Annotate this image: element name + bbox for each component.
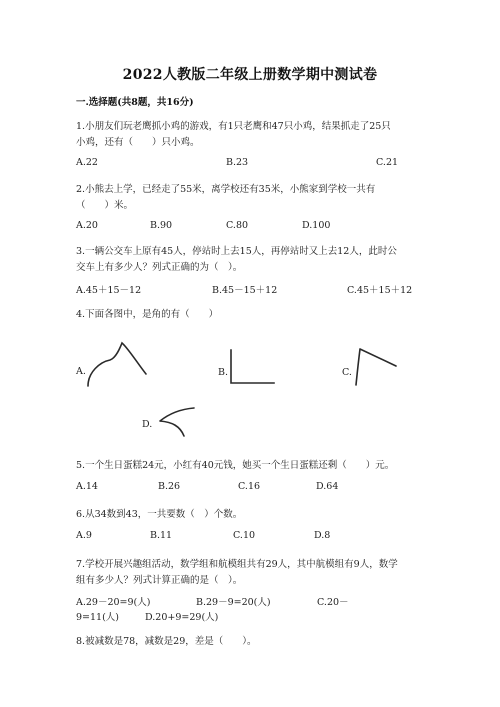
question-6-line-1: 6.从34数到43，一共要数（ ）个数。 — [76, 509, 243, 520]
question-4-figure-c[interactable] — [342, 345, 402, 387]
question-2-option-c[interactable]: C.80 — [226, 220, 249, 231]
question-4-figure-b[interactable] — [218, 350, 278, 390]
question-1-option-c[interactable]: C.21 — [376, 157, 399, 168]
question-4-option-b: B. — [218, 367, 229, 378]
open-angle-figure — [342, 345, 402, 387]
question-3-option-c[interactable]: C.45＋15＋12 — [347, 285, 413, 296]
question-5-option-a[interactable]: A.14 — [76, 481, 98, 492]
question-7-option-b[interactable]: B.29－9=20(人) — [196, 597, 271, 608]
question-2-line-1: 2.小熊去上学，已经走了55米，离学校还有35米，小熊家到学校一共有 — [76, 184, 376, 195]
question-4-option-a: A. — [76, 366, 86, 377]
question-3-option-a[interactable]: A.45＋15－12 — [76, 285, 142, 296]
question-7-option-d[interactable]: D.20+9=29(人) — [145, 612, 219, 623]
question-1-line-1: 1.小朋友们玩老鹰抓小鸡的游戏，有1只老鹰和47只小鸡，结果抓走了25只 — [76, 121, 391, 132]
right-angle-figure — [218, 350, 278, 390]
question-7-option-a[interactable]: A.29－20=9(人) — [76, 597, 151, 608]
question-1-line-2: 小鸡，还有（ ）只小鸡。 — [76, 137, 200, 148]
question-6-option-b[interactable]: B.11 — [150, 530, 173, 541]
question-3-option-b[interactable]: B.45－15＋12 — [212, 285, 278, 296]
question-5-option-b[interactable]: B.26 — [158, 481, 181, 492]
question-5-option-d[interactable]: D.64 — [316, 481, 339, 492]
question-5-line-1: 5.一个生日蛋糕24元，小红有40元钱，她买一个生日蛋糕还剩（ ）元。 — [76, 460, 395, 471]
question-1-option-a[interactable]: A.22 — [76, 157, 98, 168]
curved-line-figure — [76, 338, 146, 388]
question-7-option-c[interactable]: C.20－ — [317, 597, 349, 608]
page-title: 2022人教版二年级上册数学期中测试卷 — [122, 67, 378, 83]
question-7-option-c-continued: 9=11(人) — [76, 612, 120, 623]
question-2-line-2: （ ）米。 — [76, 200, 134, 211]
question-3-line-1: 3.一辆公交车上原有45人，停站时上去15人，再停站时又上去12人，此时公 — [76, 246, 397, 257]
question-1-option-b[interactable]: B.23 — [226, 157, 249, 168]
question-4-option-d: D. — [142, 419, 153, 430]
question-8-line-1: 8.被减数是78，减数是29，差是（ ）。 — [76, 636, 257, 647]
question-5-option-c[interactable]: C.16 — [238, 481, 261, 492]
question-4-figure-d[interactable] — [142, 404, 202, 444]
question-4-option-c: C. — [342, 367, 352, 378]
question-2-option-d[interactable]: D.100 — [302, 220, 331, 231]
question-4-line-1: 4.下面各图中，是角的有（ ） — [76, 309, 219, 320]
question-6-option-a[interactable]: A.9 — [76, 530, 92, 541]
question-2-option-a[interactable]: A.20 — [76, 220, 98, 231]
section-heading: 一.选择题(共8题，共16分) — [76, 97, 194, 108]
curved-angle-figure — [142, 404, 202, 444]
question-3-line-2: 交车上有多少人？列式正确的为（ ）。 — [76, 262, 243, 273]
question-7-line-1: 7.学校开展兴趣组活动，数学组和航模组共有29人，其中航模组有9人，数学 — [76, 559, 398, 570]
question-2-option-b[interactable]: B.90 — [150, 220, 173, 231]
question-6-option-c[interactable]: C.10 — [233, 530, 256, 541]
question-7-line-2: 组有多少人？列式计算正确的是（ ）。 — [76, 575, 243, 586]
question-6-option-d[interactable]: D.8 — [314, 530, 331, 541]
question-4-figure-a[interactable] — [76, 338, 146, 388]
